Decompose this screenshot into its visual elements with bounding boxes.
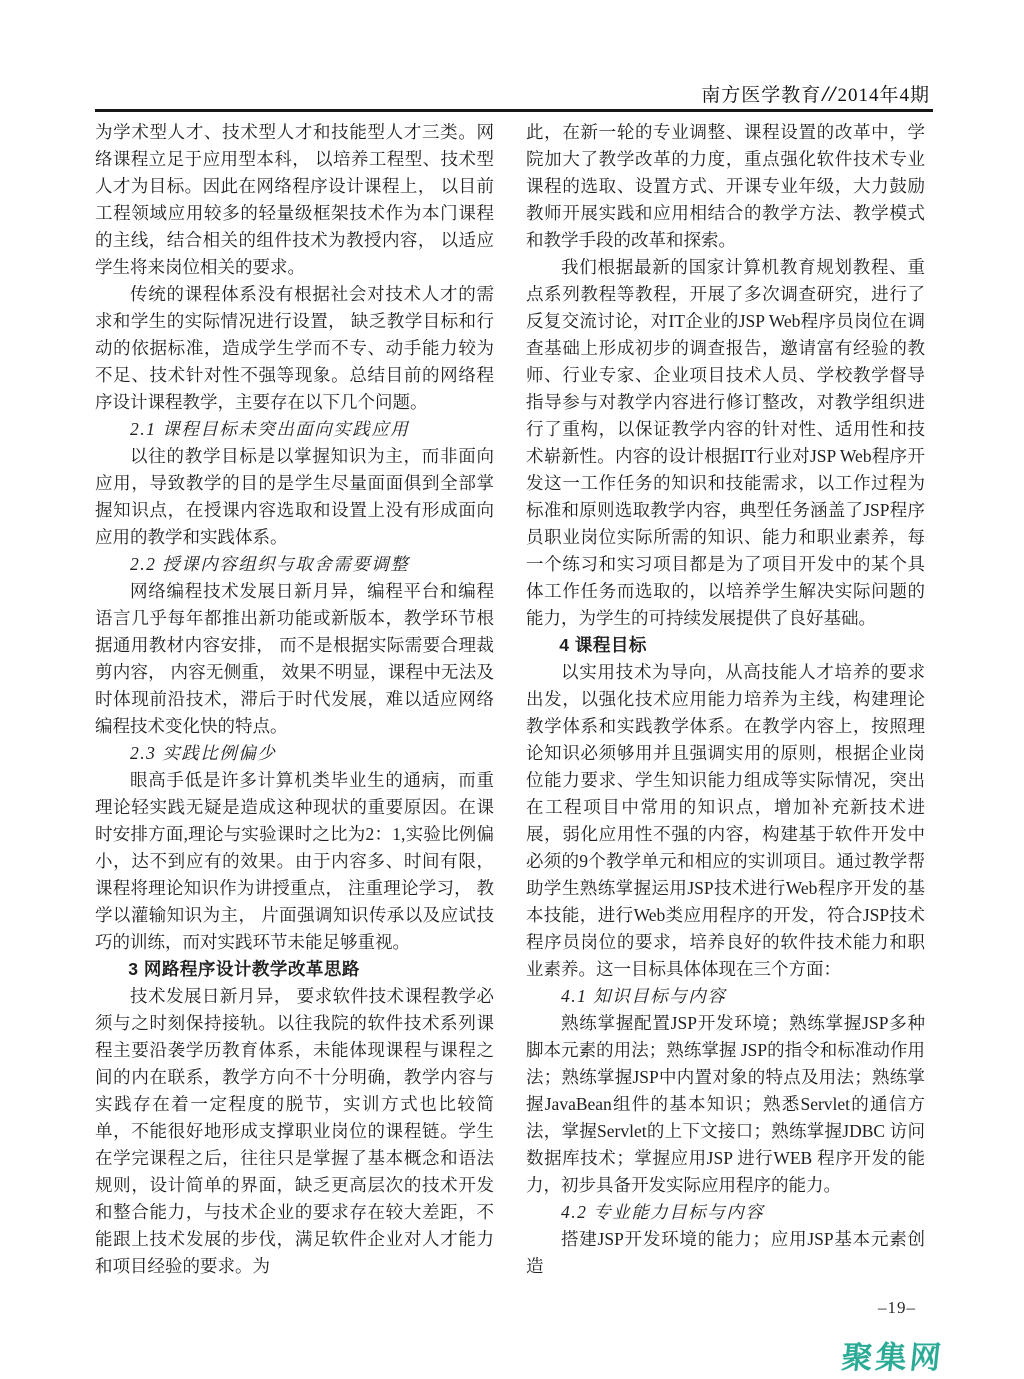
paragraph: 搭建JSP开发环境的能力；应用JSP基本元素创造 (526, 1229, 925, 1276)
paragraph: 此，在新一轮的专业调整、课程设置的改革中，学院加大了教学改革的力度，重点强化软件技术专业课程的选取、设置方式、开课专业年级，大力鼓励教师开展实践和应用相结合的教学方法、教学模式和教学手段的改革和探索。 (526, 122, 925, 250)
right-column (526, 119, 925, 1280)
paragraph: 以往的教学目标是以掌握知识为主，而非面向应用，导致教学的目的是学生尽量面面俱到全部掌握知识点，在授课内容选取和设置上没有形成面向应用的教学和实践体系。 (95, 446, 494, 547)
header-separator: // (822, 81, 837, 106)
paragraph: 网络编程技术发展日新月异，编程平台和编程语言几乎每年都推出新功能或新版本，教学环节根据通用教材内容安排， 而不是根据实际需要合理裁剪内容， 内容无侧重， 效果不明显，课程中无法及时体现前沿技术，滞后于时代发展，难以适应网络编程技术变化快的特点。 (95, 581, 494, 736)
paragraph: 传统的课程体系没有根据社会对技术人才的需求和学生的实际情况进行设置， 缺乏教学目标和行动的依据标准，造成学生学而不专、动手能力较为不足、技术针对性不强等现象。总结目前的网络程序设计课程教学，主要存在以下几个问题。 (95, 284, 494, 412)
paragraph: 我们根据最新的国家计算机教育规划教程、重点系列教程等教程，开展了多次调查研究，进行了反复交流讨论，对IT企业的JSP Web程序员岗位在调查基础上形成初步的调查报告，邀请富有经验的教师、行业专家、企业项目技术人员、学校教学督导指导参与对教学内容进行修订整改，对教学组织进行了重构，以保证教学内容的针对性、适用性和技术崭新性。内容的设计根据IT行业对JSP Web程序开发这一工作任务的知识和技能需求，以工作过程为标准和原则选取教学内容，典型任务涵盖了JSP程序员职业岗位实际所需的知识、能力和职业素养，每一个练习和实习项目都是为了项目开发中的某个具体工作任务而选取的，以培养学生解决实际问题的能力，为学生的可持续发展提供了良好基础。 (526, 257, 925, 628)
journal-name: 南方医学教育 (701, 85, 822, 106)
paragraph: 为学术型人才、技术型人才和技能型人才三类。网络课程立足于应用型本科， 以培养工程型、技术型人才为目标。因此在网络程序设计课程上， 以目前工程领域应用较多的轻量级框架技术作为本门课程的主线，结合相关的组件技术为教授内容， 以适应学生将来岗位相关的要求。 (95, 122, 494, 277)
paragraph: 熟练掌握配置JSP开发环境；熟练掌握JSP多种脚本元素的用法；熟练掌握 JSP的指令和标准动作用法；熟练掌握JSP中内置对象的特点及用法；熟练掌握JavaBean组件的基本知识；熟悉Servlet的通信方法，掌握Servlet的上下文接口；熟练掌握JDBC 访问数据库技术；掌握应用JSP 进行WEB 程序开发的能力，初步具备开发实际应用程序的能力。 (526, 1013, 925, 1195)
section-heading: 2.2 授课内容组织与取舍需要调整 (130, 554, 410, 574)
watermark: 聚集网 (839, 1340, 946, 1375)
paragraph: 以实用技术为导向，从高技能人才培养的要求出发，以强化技术应用能力培养为主线，构建理论教学体系和实践教学体系。在教学内容上，按照理论知识必须够用并且强调实用的原则，根据企业岗位能力要求、学生知识能力组成等实际情况，突出在工程项目中常用的知识点，增加补充新技术进展，弱化应用性不强的内容，构建基于软件开发中必须的9个教学单元和相应的实训项目。通过教学帮助学生熟练掌握运用JSP技术进行Web程序开发的基本技能，进行Web类应用程序的开发，符合JSP技术程序员岗位的要求，培养良好的软件技术能力和职业素养。这一目标具体体现在三个方面： (526, 662, 925, 979)
section-heading: 4.2 专业能力目标与内容 (561, 1202, 765, 1222)
section-heading: 4 课程目标 (559, 635, 647, 655)
section-heading: 3 网路程序设计教学改革思路 (128, 959, 360, 979)
header-rule (95, 109, 933, 112)
journal-issue: 2014年4期 (837, 85, 930, 106)
section-heading: 2.1 课程目标未突出面向实践应用 (130, 419, 410, 439)
page-header (701, 80, 930, 107)
section-heading: 4.1 知识目标与内容 (561, 986, 727, 1006)
page-number: –19– (878, 1298, 916, 1317)
left-column (95, 119, 494, 1280)
paragraph: 技术发展日新月异， 要求软件技术课程教学必须与之时刻保持接轨。以往我院的软件技术系列课程主要沿袭学历教育体系，未能体现课程与课程之间的内在联系，教学方向不十分明确，教学内容与实践存在着一定程度的脱节，实训方式也比较简单，不能很好地形成支撑职业岗位的课程链。学生在学完课程之后，往往只是掌握了基本概念和语法规则，设计简单的界面，缺乏更高层次的技术开发和整合能力，与技术企业的要求存在较大差距，不能跟上技术发展的步伐，满足软件企业对人才能力和项目经验的要求。为 (95, 986, 494, 1276)
section-heading: 2.3 实践比例偏少 (130, 743, 277, 763)
paragraph: 眼高手低是许多计算机类毕业生的通病，而重理论轻实践无疑是造成这种现状的重要原因。在课时安排方面,理论与实验课时之比为2：1,实验比例偏小，达不到应有的效果。由于内容多、时间有限， 课程将理论知识作为讲授重点， 注重理论学习， 教学以灌输知识为主， 片面强调知识传承以及应试技巧的训练，而对实践环节未能足够重视。 (95, 770, 494, 952)
article-body (95, 119, 925, 1280)
